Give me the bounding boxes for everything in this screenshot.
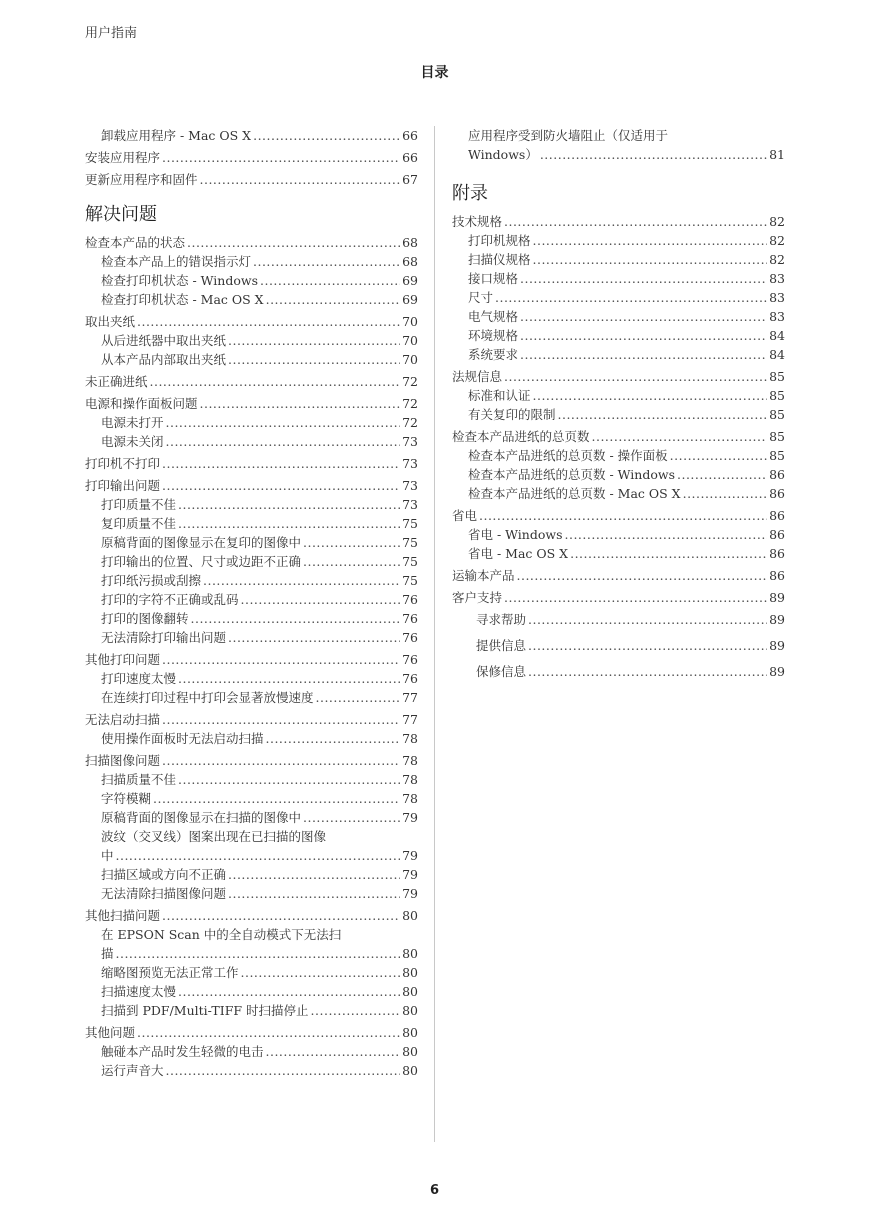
toc-page-number: 85 (769, 388, 785, 403)
toc-page-number: 76 (402, 652, 418, 667)
toc-entry-text: 无法清除扫描图像问题 (101, 886, 227, 901)
dot-leader (116, 846, 401, 865)
toc-entry[interactable] (85, 688, 418, 707)
toc-page-number: 69 (402, 273, 418, 288)
dot-leader (178, 770, 400, 789)
dot-leader (187, 233, 400, 252)
dot-leader (533, 250, 768, 269)
toc-entry[interactable] (85, 1023, 418, 1042)
dot-leader (504, 367, 767, 386)
toc-entry-text: 标准和认证 (468, 388, 531, 403)
toc-entry-text: Windows） (468, 147, 538, 162)
dot-leader (520, 307, 767, 326)
dot-leader (162, 650, 400, 669)
toc-entry[interactable] (452, 231, 785, 250)
toc-entry-text: 扫描图像问题 (85, 753, 161, 768)
dot-leader (677, 465, 767, 484)
toc-entry-text: 检查本产品的状态 (85, 235, 186, 250)
dot-leader (311, 1001, 401, 1020)
dot-leader (316, 688, 401, 707)
toc-page-number: 66 (402, 150, 418, 165)
toc-entry-text: 省电 - Windows (468, 527, 563, 542)
toc-entry-text: 字符模糊 (101, 791, 152, 806)
section-title-troubleshooting: 解决问题 (85, 204, 157, 225)
dot-leader (540, 145, 767, 164)
dot-leader (162, 906, 400, 925)
toc-page-number: 89 (769, 638, 785, 653)
toc-entry[interactable] (452, 126, 785, 164)
toc-entry-text: 提供信息 (476, 638, 527, 653)
toc-page-number: 66 (402, 128, 418, 143)
toc-page-number: 70 (402, 352, 418, 367)
toc-page-number: 80 (402, 908, 418, 923)
toc-entry[interactable] (85, 865, 418, 884)
dot-leader (504, 588, 767, 607)
toc-entry[interactable] (452, 367, 785, 386)
toc-left-column (85, 126, 418, 1080)
toc-entry[interactable] (85, 628, 418, 647)
toc-entry-text: 其他打印问题 (85, 652, 161, 667)
toc-page-number: 86 (769, 508, 785, 523)
toc-entry[interactable] (452, 544, 785, 563)
toc-entries-troubleshooting (85, 233, 418, 1080)
toc-entry[interactable] (85, 982, 418, 1001)
toc-entry-text: 打印纸污损或刮擦 (101, 573, 202, 588)
toc-entry[interactable] (452, 566, 785, 585)
toc-page-number: 72 (402, 374, 418, 389)
dot-leader (533, 386, 768, 405)
dot-leader (260, 271, 400, 290)
toc-page-number: 85 (769, 448, 785, 463)
toc-page-number: 82 (769, 214, 785, 229)
toc-entry-text: 原稿背面的图像显示在复印的图像中 (101, 535, 302, 550)
toc-entry-text: 复印质量不佳 (101, 516, 177, 531)
toc-entry-text: 检查本产品上的错误指示灯 (101, 254, 252, 269)
toc-entry[interactable] (85, 454, 418, 473)
toc-page-number: 70 (402, 314, 418, 329)
toc-entry-text: 原稿背面的图像显示在扫描的图像中 (101, 810, 302, 825)
toc-page-number: 83 (769, 271, 785, 286)
toc-page-number: 70 (402, 333, 418, 348)
dot-leader (479, 506, 767, 525)
toc-entry[interactable] (85, 372, 418, 391)
toc-entry-text: 电气规格 (468, 309, 519, 324)
toc-top-entry (452, 126, 785, 164)
toc-entry-text: 卸载应用程序 - Mac OS X (101, 128, 252, 143)
toc-entry-text: 运输本产品 (452, 568, 515, 583)
toc-entry-text: 有关复印的限制 (468, 407, 556, 422)
dot-leader (520, 345, 767, 364)
dot-leader (533, 231, 768, 250)
toc-entry-text: 扫描速度太慢 (101, 984, 177, 999)
toc-page-number: 89 (769, 664, 785, 679)
toc-page-number: 77 (402, 712, 418, 727)
dot-leader (116, 944, 401, 963)
toc-entry[interactable] (452, 288, 785, 307)
toc-entry[interactable] (452, 250, 785, 269)
toc-entry-text: 使用操作面板时无法启动扫描 (101, 731, 264, 746)
dot-leader (253, 126, 400, 145)
toc-entry[interactable] (85, 495, 418, 514)
toc-entry[interactable] (85, 770, 418, 789)
toc-entry-text: 打印机规格 (468, 233, 531, 248)
toc-entry[interactable] (85, 271, 418, 290)
toc-entry-text-line1: 波纹（交叉线）图案出现在已扫描的图像 (101, 829, 327, 844)
dot-leader (178, 514, 400, 533)
toc-page-number: 86 (769, 568, 785, 583)
toc-entry[interactable] (452, 269, 785, 288)
toc-page-number: 80 (402, 984, 418, 999)
toc-entry-text: 触碰本产品时发生轻微的电击 (101, 1044, 264, 1059)
toc-page-number: 80 (402, 1044, 418, 1059)
dot-leader (166, 1061, 401, 1080)
toc-entry-text: 环境规格 (468, 328, 519, 343)
toc-entry-text: 安装应用程序 (85, 150, 161, 165)
toc-entry[interactable] (85, 1001, 418, 1020)
toc-entry-text: 从本产品内部取出夹纸 (101, 352, 227, 367)
toc-entry-text: 尺寸 (468, 290, 494, 305)
dot-leader (253, 252, 400, 271)
toc-page-number: 80 (402, 946, 418, 961)
toc-entry[interactable] (452, 607, 785, 633)
section-title-appendix: 附录 (452, 183, 488, 204)
toc-page-number: 78 (402, 731, 418, 746)
toc-page-number: 78 (402, 791, 418, 806)
toc-entry[interactable] (85, 432, 418, 451)
toc-page-number: 79 (402, 886, 418, 901)
toc-entry[interactable] (452, 633, 785, 659)
toc-entry-text: 接口规格 (468, 271, 519, 286)
dot-leader (241, 590, 401, 609)
toc-page-number: 80 (402, 1003, 418, 1018)
toc-page-number: 72 (402, 396, 418, 411)
dot-leader (150, 372, 401, 391)
toc-page-number: 89 (769, 590, 785, 605)
toc-entry[interactable] (85, 312, 418, 331)
dot-leader (266, 1042, 401, 1061)
toc-entry-text: 打印机不打印 (85, 456, 161, 471)
toc-entry[interactable] (85, 609, 418, 628)
toc-page-number: 83 (769, 290, 785, 305)
toc-entry[interactable] (85, 710, 418, 729)
dot-leader (228, 350, 400, 369)
toc-page-number: 85 (769, 407, 785, 422)
page-number: 6 (429, 1183, 440, 1198)
toc-page-number: 81 (769, 147, 785, 162)
toc-entry[interactable] (452, 465, 785, 484)
dot-leader (162, 148, 400, 167)
toc-entry-text: 检查打印机状态 - Windows (101, 273, 258, 288)
toc-entry-text: 打印输出问题 (85, 478, 161, 493)
toc-entry[interactable] (85, 669, 418, 688)
toc-entry[interactable] (85, 126, 418, 145)
toc-entry[interactable] (85, 827, 418, 865)
toc-entry-text: 寻求帮助 (476, 612, 527, 627)
dot-leader (162, 710, 400, 729)
toc-page-number: 86 (769, 546, 785, 561)
toc-entry[interactable] (85, 789, 418, 808)
toc-page-number: 75 (402, 535, 418, 550)
toc-entry[interactable] (85, 884, 418, 903)
toc-page-number: 85 (769, 429, 785, 444)
toc-entry-text: 更新应用程序和固件 (85, 172, 198, 187)
dot-leader (495, 288, 767, 307)
toc-entry[interactable] (85, 729, 418, 748)
toc-page-number: 80 (402, 1025, 418, 1040)
toc-entry-text: 打印输出的位置、尺寸或边距不正确 (101, 554, 302, 569)
dot-leader (528, 633, 767, 659)
toc-entry[interactable] (85, 394, 418, 413)
toc-entry[interactable] (85, 552, 418, 571)
toc-entry-text: 取出夹纸 (85, 314, 136, 329)
toc-entry-text: 保修信息 (476, 664, 527, 679)
toc-entry[interactable] (85, 808, 418, 827)
dot-leader (266, 290, 401, 309)
toc-entry-text: 未正确进纸 (85, 374, 148, 389)
toc-page-number: 69 (402, 292, 418, 307)
toc-page-number: 76 (402, 630, 418, 645)
toc-page-number: 86 (769, 527, 785, 542)
toc-entry-text: 省电 - Mac OS X (468, 546, 569, 561)
toc-entry[interactable] (85, 571, 418, 590)
toc-entry-text: 缩略图预览无法正常工作 (101, 965, 239, 980)
toc-entry-text: 系统要求 (468, 347, 519, 362)
toc-entry-line2 (101, 846, 418, 865)
dot-leader (570, 544, 767, 563)
toc-page-number: 68 (402, 254, 418, 269)
dot-leader (162, 454, 400, 473)
toc-entry[interactable] (85, 331, 418, 350)
dot-leader (203, 571, 400, 590)
dot-leader (565, 525, 768, 544)
toc-page-number: 76 (402, 611, 418, 626)
toc-entry-text: 省电 (452, 508, 478, 523)
toc-page-number: 79 (402, 848, 418, 863)
toc-page-number: 83 (769, 309, 785, 324)
dot-leader (228, 884, 400, 903)
dot-leader (517, 566, 768, 585)
toc-entry-text: 客户支持 (452, 590, 503, 605)
dot-leader (200, 170, 401, 189)
toc-entry-text: 扫描到 PDF/Multi-TIFF 时扫描停止 (101, 1003, 309, 1018)
toc-entries-appendix (452, 212, 785, 685)
toc-entry-text: 从后进纸器中取出夹纸 (101, 333, 227, 348)
toc-entry[interactable] (452, 307, 785, 326)
toc-page-number: 75 (402, 554, 418, 569)
toc-entry-text: 检查本产品进纸的总页数 (452, 429, 590, 444)
toc-page-number: 77 (402, 690, 418, 705)
toc-page-number: 73 (402, 434, 418, 449)
toc-entry[interactable] (85, 148, 418, 167)
toc-right-column (452, 126, 785, 685)
toc-entry[interactable] (85, 963, 418, 982)
dot-leader (303, 808, 400, 827)
dot-leader (178, 669, 400, 688)
toc-page-number: 68 (402, 235, 418, 250)
toc-entry[interactable] (85, 514, 418, 533)
dot-leader (137, 1023, 400, 1042)
toc-entry[interactable] (85, 925, 418, 963)
dot-leader (228, 628, 400, 647)
toc-entry-text: 打印的图像翻转 (101, 611, 189, 626)
toc-page-number: 80 (402, 965, 418, 980)
toc-entry-text-line1: 应用程序受到防火墙阻止（仅适用于 (468, 128, 669, 143)
dot-leader (670, 446, 767, 465)
dot-leader (528, 659, 767, 685)
toc-entry[interactable] (85, 533, 418, 552)
toc-entry-text: 打印质量不佳 (101, 497, 177, 512)
dot-leader (178, 495, 400, 514)
toc-entry[interactable] (85, 350, 418, 369)
toc-entry[interactable] (85, 252, 418, 271)
toc-entry[interactable] (85, 413, 418, 432)
toc-entry-text: 扫描仪规格 (468, 252, 531, 267)
dot-leader (592, 427, 768, 446)
toc-page-number: 89 (769, 612, 785, 627)
toc-page-number: 79 (402, 867, 418, 882)
toc-entry[interactable] (85, 751, 418, 770)
toc-entry[interactable] (85, 233, 418, 252)
toc-entry-line2 (101, 944, 418, 963)
dot-leader (558, 405, 768, 424)
toc-entry[interactable] (452, 525, 785, 544)
toc-entry-line2 (468, 145, 785, 164)
toc-page-number: 73 (402, 497, 418, 512)
toc-page-number: 86 (769, 486, 785, 501)
toc-entry[interactable] (452, 345, 785, 364)
toc-entry[interactable] (85, 290, 418, 309)
dot-leader (303, 533, 400, 552)
toc-entry-text: 电源未打开 (101, 415, 164, 430)
toc-page-number: 76 (402, 592, 418, 607)
toc-entry[interactable] (452, 405, 785, 424)
toc-entry-text: 检查本产品进纸的总页数 - 操作面板 (468, 448, 668, 463)
toc-entry[interactable] (452, 446, 785, 465)
toc-page-number: 85 (769, 369, 785, 384)
toc-entry-text: 打印速度太慢 (101, 671, 177, 686)
toc-entry-text: 检查打印机状态 - Mac OS X (101, 292, 264, 307)
toc-entry-text: 其他扫描问题 (85, 908, 161, 923)
toc-entry-text: 无法清除打印输出问题 (101, 630, 227, 645)
toc-entry[interactable] (452, 588, 785, 607)
dot-leader (303, 552, 400, 571)
toc-entry-text: 在连续打印过程中打印会显著放慢速度 (101, 690, 314, 705)
dot-leader (166, 413, 401, 432)
toc-entry-text: 无法启动扫描 (85, 712, 161, 727)
toc-entry-text: 技术规格 (452, 214, 503, 229)
dot-leader (166, 432, 401, 451)
dot-leader (228, 865, 400, 884)
toc-entry[interactable] (85, 1061, 418, 1080)
toc-entry-text: 中 (101, 848, 114, 863)
toc-entry[interactable] (452, 427, 785, 446)
dot-leader (241, 963, 401, 982)
dot-leader (683, 484, 768, 503)
dot-leader (153, 789, 400, 808)
toc-entry[interactable] (452, 386, 785, 405)
toc-entry[interactable] (452, 212, 785, 231)
toc-entry[interactable] (85, 476, 418, 495)
dot-leader (200, 394, 401, 413)
toc-entry-text: 其他问题 (85, 1025, 136, 1040)
toc-entry-text: 运行声音大 (101, 1063, 164, 1078)
toc-entry[interactable] (452, 506, 785, 525)
toc-page-number: 73 (402, 456, 418, 471)
toc-entry-text: 扫描质量不佳 (101, 772, 177, 787)
toc-page-number: 79 (402, 810, 418, 825)
toc-page-number: 82 (769, 233, 785, 248)
toc-entry-text: 描 (101, 946, 114, 961)
toc-entry-text: 电源未关闭 (101, 434, 164, 449)
toc-page-number: 75 (402, 573, 418, 588)
toc-entry-text: 检查本产品进纸的总页数 - Windows (468, 467, 675, 482)
toc-entry-text: 检查本产品进纸的总页数 - Mac OS X (468, 486, 681, 501)
toc-page-number: 75 (402, 516, 418, 531)
dot-leader (520, 269, 767, 288)
toc-entry[interactable] (85, 170, 418, 189)
dot-leader (228, 331, 400, 350)
document-name: 用户指南 (85, 26, 138, 41)
toc-page-number: 84 (769, 347, 785, 362)
column-divider (434, 126, 435, 1142)
dot-leader (520, 326, 767, 345)
toc-page-number: 80 (402, 1063, 418, 1078)
toc-entry-text: 打印的字符不正确或乱码 (101, 592, 239, 607)
toc-page-number: 82 (769, 252, 785, 267)
toc-entry-text: 法规信息 (452, 369, 503, 384)
page-title: 目录 (420, 65, 449, 81)
dot-leader (162, 476, 400, 495)
toc-page-number: 86 (769, 467, 785, 482)
dot-leader (178, 982, 400, 1001)
toc-page-number: 72 (402, 415, 418, 430)
toc-page-number: 76 (402, 671, 418, 686)
toc-entry[interactable] (85, 590, 418, 609)
dot-leader (504, 212, 767, 231)
toc-entry[interactable] (452, 659, 785, 685)
toc-entry[interactable] (452, 484, 785, 503)
dot-leader (266, 729, 401, 748)
dot-leader (528, 607, 767, 633)
toc-page-number: 73 (402, 478, 418, 493)
dot-leader (162, 751, 400, 770)
toc-page-number: 78 (402, 753, 418, 768)
toc-entry[interactable] (85, 650, 418, 669)
toc-entry[interactable] (452, 326, 785, 345)
toc-top-entries (85, 126, 418, 189)
toc-entry-text: 电源和操作面板问题 (85, 396, 198, 411)
toc-entry-text: 扫描区域或方向不正确 (101, 867, 227, 882)
dot-leader (191, 609, 401, 628)
toc-entry[interactable] (85, 906, 418, 925)
toc-entry[interactable] (85, 1042, 418, 1061)
toc-page-number: 67 (402, 172, 418, 187)
dot-leader (137, 312, 400, 331)
toc-page-number: 84 (769, 328, 785, 343)
toc-page-number: 78 (402, 772, 418, 787)
toc-entry-text-line1: 在 EPSON Scan 中的全自动模式下无法扫 (101, 927, 342, 942)
